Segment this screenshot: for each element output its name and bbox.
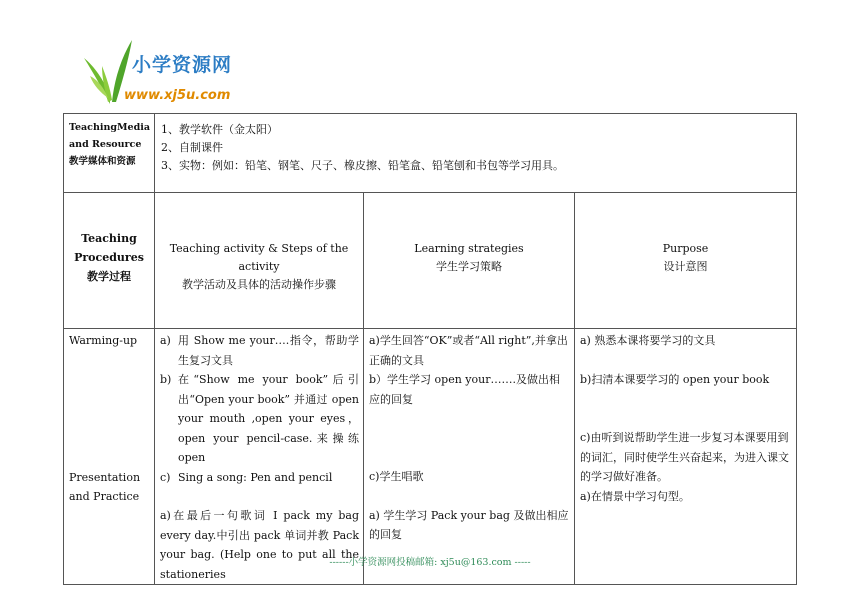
purpose-item: c)由听到说帮助学生进一步复习本课要用到的词汇，同时使学生兴奋起来，为进入课文的学习做好准备。 [580, 431, 789, 483]
lesson-plan-table [63, 113, 797, 585]
stage-presentation-2: and Practice [69, 490, 140, 503]
activity-header [155, 193, 364, 329]
stage-presentation-1: Presentation [69, 470, 141, 484]
media-label-en-media: Media [117, 122, 150, 133]
purpose-presentation: a)在情景中学习句型。 [580, 489, 690, 503]
activity-cell [155, 329, 364, 585]
stage-cell [64, 329, 155, 585]
strategy-cell [364, 329, 575, 585]
strategy-header-cn: 学生学习策略 [436, 260, 502, 273]
presentation-activity: a)在最后一句歌词 I pack my bag every day.中引出 pack 单词并教 Pack your bag. (Help one to put all the stationeries [160, 509, 359, 581]
media-label-en-resource: and Resource [69, 139, 142, 150]
activity-header-cn: 教学活动及具体的活动操作步骤 [182, 278, 336, 291]
purpose-header [575, 193, 797, 329]
purpose-item: b)扫清本课要学习的 open your book [580, 372, 770, 386]
procedures-label-cell [64, 193, 155, 329]
media-item: 3、实物：例如：铅笔、钢笔、尺子、橡皮擦、铅笔盒、铅笔刨和书包等学习用具。 [161, 159, 564, 172]
footer-contact: ------小学资源网投稿邮箱: xj5u@163.com ----- [329, 557, 531, 568]
strategy-header [364, 193, 575, 329]
activity-header-en: Teaching activity & Steps of the activity [169, 242, 349, 273]
media-label-cn: 教学媒体和资源 [69, 156, 136, 167]
activity-item: b) 在“Show me your book”后引出“Open your book” 并通过 open your mouth ,open your eyes，open your pencil-case.来操练 open [160, 373, 359, 464]
purpose-header-en: Purpose [662, 242, 709, 255]
warmup-row [64, 329, 797, 585]
strategy-item: c)学生唱歌 [369, 470, 424, 483]
strategy-item: a)学生回答“OK”或者“All right”,并拿出正确的文具 [369, 334, 568, 367]
activity-item: c) Sing a song: Pen and pencil [160, 470, 333, 484]
procedures-header-row [64, 193, 797, 329]
purpose-item: a) 熟悉本课将要学习的文具 [580, 334, 716, 347]
strategy-presentation: a) 学生学习 Pack your bag 及做出相应的回复 [369, 508, 569, 541]
strategy-item: b）学生学习 open your…….及做出相应的回复 [369, 373, 560, 406]
media-list-cell [155, 114, 797, 193]
procedures-label-en-1: Teaching [81, 232, 137, 245]
strategy-header-en: Learning strategies [414, 242, 524, 255]
media-label-en-teaching: Teaching [69, 122, 118, 133]
stage-warmup: Warming-up [69, 334, 138, 347]
media-item: 1、教学软件（金太阳） [161, 123, 278, 136]
media-label-cell [64, 114, 155, 193]
site-logo [80, 36, 270, 112]
logo-name: 小学资源网 [132, 54, 233, 76]
logo-url: www.xj5u.com [124, 88, 231, 103]
purpose-header-cn: 设计意图 [663, 260, 708, 273]
procedures-label-cn: 教学过程 [87, 270, 131, 283]
media-row [64, 114, 797, 193]
purpose-cell [575, 329, 797, 585]
activity-item: a) 用 Show me your….指令，帮助学生复习文具 [160, 334, 359, 367]
media-item: 2、自制课件 [161, 141, 223, 154]
procedures-label-en-2: Procedures [74, 251, 144, 264]
